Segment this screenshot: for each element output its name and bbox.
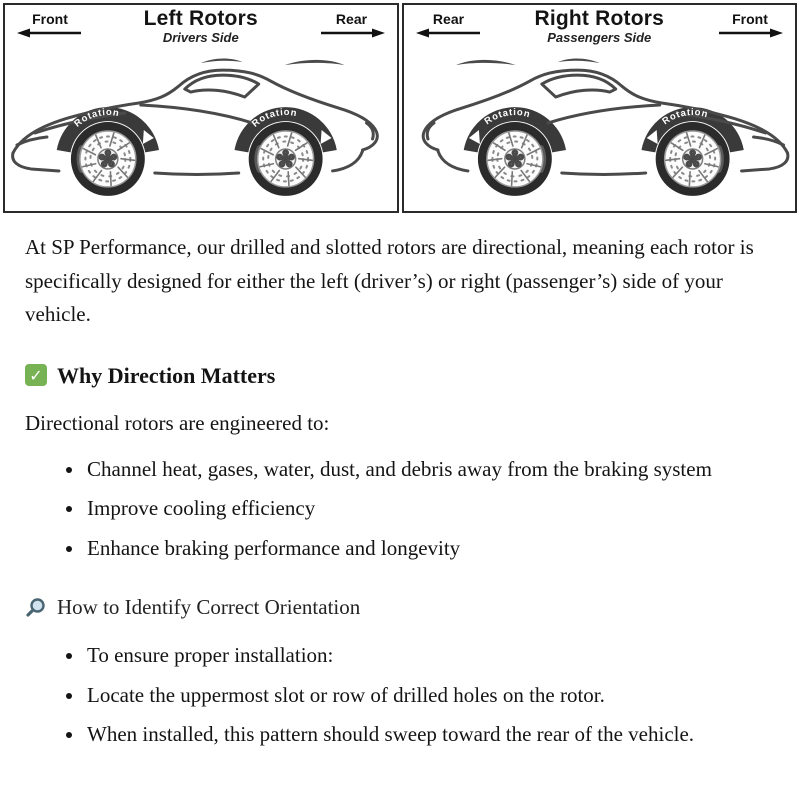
left-panel-header <box>5 5 397 47</box>
why-direction-heading <box>25 358 768 393</box>
rotation-label: Rotation <box>72 106 121 130</box>
list-item: • Locate the uppermost slot or row of drilled holes on the rotor. <box>85 679 768 713</box>
rotor-info-article <box>0 213 800 752</box>
panel-title: Left Rotors <box>143 7 258 30</box>
panel-subtitle: Passengers Side <box>547 30 652 46</box>
right-rotors-panel <box>402 3 798 213</box>
arrow-right-icon <box>319 28 385 38</box>
check-icon: ✓ <box>25 364 47 386</box>
orientation-heading <box>25 591 768 625</box>
rotation-label: Rotation <box>659 106 709 128</box>
right-panel-header <box>404 5 796 47</box>
rear-direction-arrow <box>315 12 389 38</box>
arrow-right-icon <box>717 28 783 38</box>
panel-title: Right Rotors <box>534 7 665 30</box>
panel-subtitle: Drivers Side <box>162 30 239 46</box>
front-label: Front <box>732 11 768 27</box>
magnifier-icon <box>25 597 47 619</box>
why-direction-list <box>25 453 768 566</box>
orientation-list <box>25 639 768 752</box>
list-item: • Channel heat, gases, water, dust, and debris away from the braking system <box>85 453 768 487</box>
rotation-label: Rotation <box>249 106 299 130</box>
front-label: Front <box>32 11 68 27</box>
left-rotors-panel <box>3 3 399 213</box>
rear-direction-arrow <box>412 12 486 38</box>
list-item: • Enhance braking performance and longevity <box>85 532 768 566</box>
front-direction-arrow <box>13 12 87 38</box>
engineered-lead: Directional rotors are engineered to: <box>25 410 330 435</box>
intro-paragraph: At SP Performance, our drilled and slotted rotors are directional, meaning each rotor is specifically designed for either the left (driver’s) or right (passenger’s) side of your vehicle. <box>25 235 754 327</box>
right-car-illustration <box>404 51 796 207</box>
left-car-illustration <box>5 51 397 207</box>
rear-label: Rear <box>335 11 368 27</box>
heading-text: Why Direction Matters <box>57 362 276 388</box>
list-item: • Improve cooling efficiency <box>85 492 768 526</box>
rear-label: Rear <box>432 11 465 27</box>
arrow-left-icon <box>416 28 482 38</box>
heading-text: How to Identify Correct Orientation <box>57 595 361 620</box>
arrow-left-icon <box>17 28 83 38</box>
list-item: • To ensure proper installation: <box>85 639 768 673</box>
rotation-label: Rotation <box>482 106 532 128</box>
rotor-direction-diagram <box>0 0 800 213</box>
list-item: • When installed, this pattern should sweep toward the rear of the vehicle. <box>85 718 768 752</box>
front-direction-arrow <box>713 12 787 38</box>
